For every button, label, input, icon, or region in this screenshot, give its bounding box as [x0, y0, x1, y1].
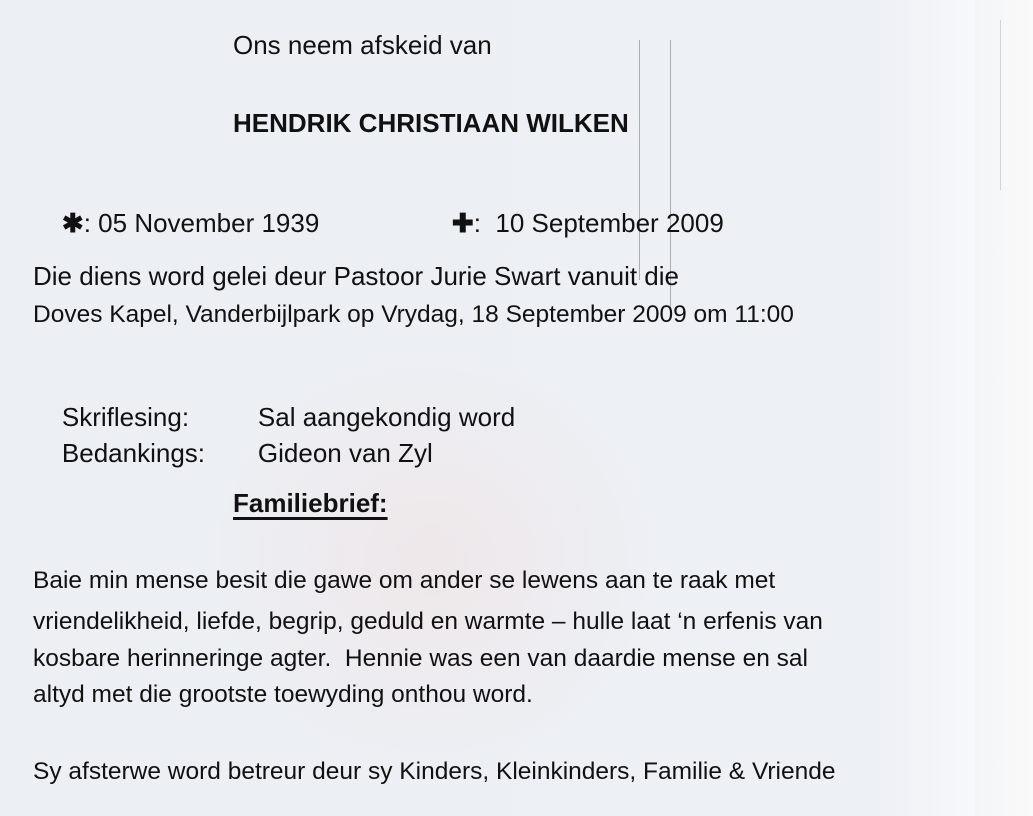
death-date: 10 September 2009	[495, 208, 724, 238]
detail-label: Bedankings:	[61, 438, 206, 468]
detail-value: Sal aangekondig word	[257, 402, 516, 432]
family-letter-heading: Familiebrief:	[233, 488, 388, 518]
deceased-name: HENDRIK CHRISTIAAN WILKEN	[233, 108, 629, 138]
fold-line	[1000, 20, 1001, 190]
birth-separator: :	[83, 208, 91, 238]
detail-label: Skriflesing:	[61, 402, 190, 432]
letter-line: kosbare herinneringe agter. Hennie was een van daardie mense en sal	[33, 645, 808, 672]
service-line-2: Doves Kapel, Vanderbijlpark op Vrydag, 18 September 2009 om 11:00	[33, 301, 794, 328]
letter-line: Baie min mense besit die gawe om ander se lewens aan te raak met	[33, 567, 776, 594]
birth-date-row	[33, 184, 319, 262]
death-separator: :	[473, 208, 481, 238]
intro-text: Ons neem afskeid van	[233, 30, 492, 60]
letter-line: altyd met die grootste toewyding onthou word.	[33, 681, 533, 708]
closing-text: Sy afsterwe word betreur deur sy Kinders, Kleinkinders, Familie & Vriende	[33, 758, 836, 785]
death-date-row	[423, 184, 724, 262]
service-line-1: Die diens word gelei deur Pastoor Jurie Swart vanuit die	[33, 261, 680, 291]
detail-value: Gideon van Zyl	[257, 438, 433, 468]
asterisk-birth-icon: ✱	[61, 208, 84, 238]
birth-date: 05 November 1939	[98, 208, 320, 238]
detail-row-thanks	[33, 414, 433, 492]
page-edge-strip	[975, 0, 1033, 816]
cross-death-icon: ✚	[451, 208, 474, 238]
letter-line: vriendelikheid, liefde, begrip, geduld en warmte – hulle laat ‘n erfenis van	[33, 608, 823, 635]
